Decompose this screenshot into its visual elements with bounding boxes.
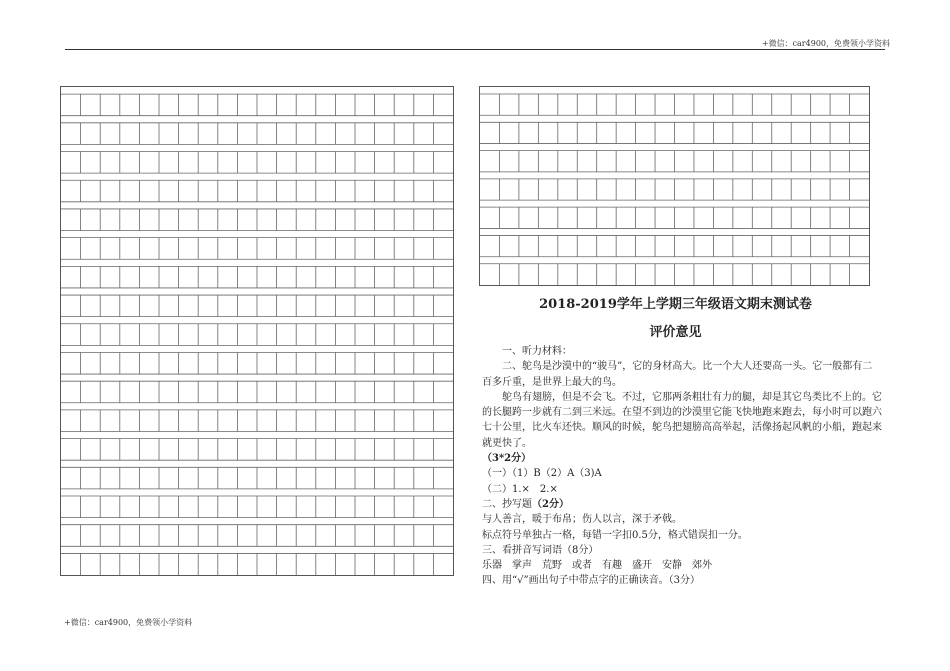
copy-section-heading [482, 497, 882, 512]
writing-grid-right [479, 86, 870, 286]
footer-note: +微信：car4900，免费领小学资料 [64, 618, 193, 627]
exam-title: 2018-2019学年上学期三年级语文期末测试卷 [539, 297, 812, 312]
listening-heading: 一、听力材料： [502, 346, 572, 357]
score-note: （3*2分） [482, 453, 532, 465]
grading-rule: 标点符号单独占一格，每错一字扣0.5分，格式错误扣一分。 [482, 529, 748, 541]
section-title: 评价意见 [649, 325, 702, 340]
answer-part-2: （二）1.× 2.× [482, 483, 558, 495]
header-divider [65, 49, 885, 50]
copy-section-score: （2分） [532, 498, 569, 510]
pinyin-section-heading: 三、看拼音写词语（8分） [482, 544, 599, 556]
pronunciation-section-heading: 四、用“√”画出句子中带点字的正确读音。（3分） [482, 575, 700, 587]
copy-text: 与人善言，暖于布帛；伤人以言，深于矛戟。 [482, 514, 682, 526]
writing-grid-left [60, 86, 454, 576]
header-note: +微信：car4900，免费领小学资料 [761, 39, 890, 48]
ostrich-paragraph-2: 鸵鸟有翅膀，但是不会飞。不过，它那两条粗壮有力的腿，却是其它鸟类比不上的。它的长腿跨一步就有二到三米远。在望不到边的沙漠里它能飞快地跑来跑去，每小时可以跑六七十公里，比火车还快。顺风的时候，鸵鸟把翅膀高高举起，活像扬起风帆的小船，跑起来就更快了。 [482, 391, 882, 449]
ostrich-paragraph-1: 二、鸵鸟是沙漠中的“骏马”，它的身材高大。比一个大人还要高一头。它一般都有二百多斤重，是世界上最大的鸟。 [482, 361, 873, 388]
answer-part-1: （一）（1）B（2）A（3)A [482, 468, 602, 480]
answer-content [482, 344, 882, 589]
pinyin-words: 乐器 掌声 荒野 或者 有趣 盛开 安静 郊外 [482, 560, 712, 572]
copy-section-label: 二、抄写题 [482, 498, 532, 510]
